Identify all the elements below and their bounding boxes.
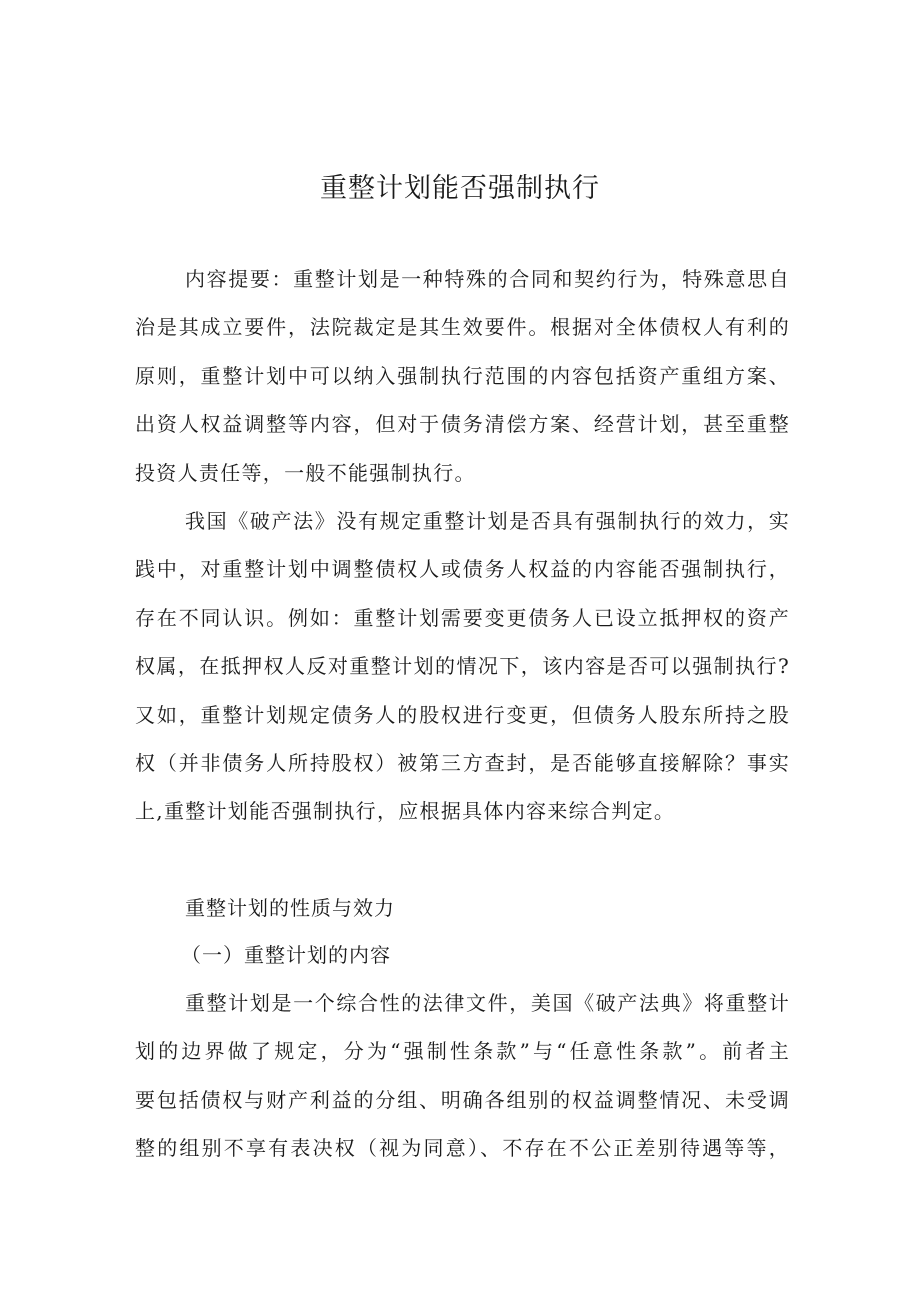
intro-paragraph	[135, 497, 790, 836]
abstract-line: 治是其成立要件，法院裁定是其生效要件。根据对全体债权人有利的	[135, 315, 790, 340]
abstract-line: 原则，重整计划中可以纳入强制执行范围的内容包括资产重组方案、	[135, 363, 790, 388]
abstract-paragraph	[135, 255, 790, 497]
abstract-line: 出资人权益调整等内容，但对于债务清偿方案、经营计划，甚至重整	[135, 412, 790, 437]
abstract-line: 投资人责任等，一般不能强制执行。	[135, 460, 476, 485]
abstract-line: 内容提要：重整计划是一种特殊的合同和契约行为，特殊意思自	[185, 267, 790, 291]
intro-line: 我国《破产法》没有规定重整计划是否具有强制执行的效力，实	[185, 509, 790, 533]
intro-line: 又如，重整计划规定债务人的股权进行变更，但债务人股东所持之股	[135, 702, 790, 727]
content-line: 重整计划是一个综合性的法律文件，美国《破产法典》将重整计	[185, 991, 790, 1015]
intro-line: 践中，对重整计划中调整债权人或债务人权益的内容能否强制执行，	[135, 557, 790, 582]
intro-line: 上,重整计划能否强制执行，应根据具体内容来综合判定。	[135, 799, 676, 824]
section-heading: 重整计划的性质与效力	[185, 896, 395, 920]
content-line: 划的边界做了规定，分为“强制性条款”与“任意性条款”。前者主	[135, 1039, 790, 1064]
intro-line: 存在不同认识。例如：重整计划需要变更债务人已设立抵押权的资产	[135, 605, 790, 630]
document-title: 重整计划能否强制执行	[320, 173, 600, 204]
intro-line: 权属，在抵押权人反对重整计划的情况下，该内容是否可以强制执行?	[135, 654, 790, 679]
subsection-heading: （一）重整计划的内容	[181, 943, 391, 967]
content-line: 要包括债权与财产利益的分组、明确各组别的权益调整情况、未受调	[135, 1087, 790, 1112]
content-line: 整的组别不享有表决权（视为同意）、不存在不公正差别待遇等等，	[135, 1136, 790, 1161]
content-paragraph	[135, 979, 790, 1173]
intro-line: 权（并非债务人所持股权）被第三方查封，是否能够直接解除？事实	[135, 751, 790, 776]
